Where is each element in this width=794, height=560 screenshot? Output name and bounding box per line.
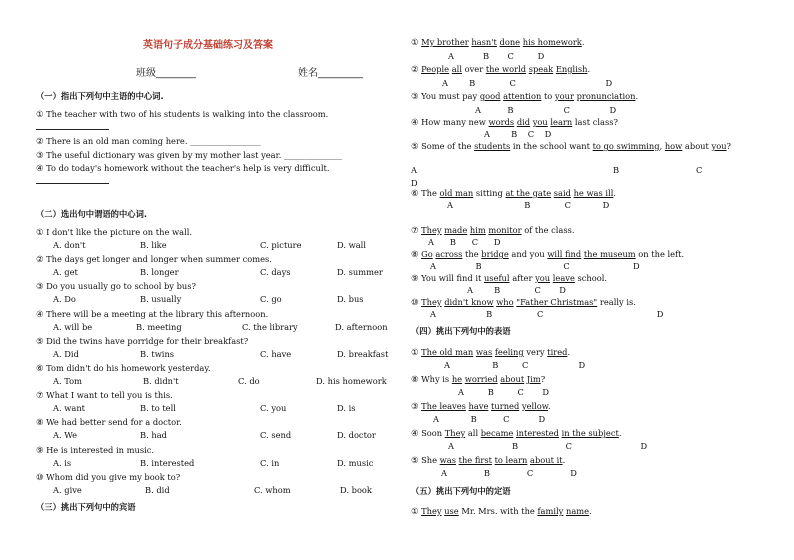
s2-option[interactable]: C. the library [242, 321, 298, 332]
r-q4: ④ How many new words did you learn last class? [411, 117, 618, 127]
s2-question: ⑤ Did the twins have porridge for their breakfast? [36, 335, 249, 346]
r-p2: ⑧ Why is he worried about Jim? [411, 374, 546, 384]
r-q1-letters: A B C D [448, 51, 545, 61]
r-q3: ③ You must pay good attention to your pronunciation. [411, 91, 639, 101]
s2-option[interactable]: D. afternoon [335, 321, 388, 332]
r-q5-b: B [613, 165, 620, 175]
s2-question: ⑦ What I want to tell you is this. [36, 390, 173, 401]
s2-option[interactable]: C. do [238, 376, 260, 386]
answer-line[interactable] [36, 129, 109, 130]
s2-question: ⑧ We had better send for a doctor. [36, 417, 182, 428]
s2-option[interactable]: D. doctor [337, 430, 376, 441]
s2-option[interactable]: A. will be [53, 321, 93, 332]
s2-option[interactable]: B. like [140, 240, 167, 250]
s2-option[interactable]: B. interested [140, 457, 195, 468]
r-q8: ⑧ Go across the bridge and you will find the museum on the left. [411, 249, 685, 259]
r-p3-letters: A B C D [433, 414, 546, 424]
r-p1: ① The old man was feeling very tired. [411, 347, 571, 357]
r-p5: ⑤ She was the first to learn about it. [411, 455, 566, 465]
section-3-heading: （三）挑出下列句中的宾语 [36, 502, 136, 512]
r-p4: ④ Soon They all became interested in the subject. [411, 428, 622, 438]
s2-question: ④ There will be a meeting at the library this afternoon. [36, 308, 269, 319]
r-p3: ③ The leaves have turned yellow. [411, 401, 551, 411]
s2-option[interactable]: C. have [260, 348, 292, 359]
s2-question: ① I don't like the picture on the wall. [36, 227, 192, 237]
s1-item-4: ④ To do today's homework without the teacher's help is very difficult. [36, 163, 330, 173]
s2-option[interactable]: A. want [53, 403, 85, 414]
r-q7-letters: A B C D [428, 237, 501, 247]
r-q5-d: D [411, 178, 418, 188]
s2-option[interactable]: A. is [53, 457, 72, 468]
r-p4-letters: A B C D [448, 441, 648, 451]
s2-question: ② The days get longer and longer when summer comes. [36, 254, 272, 265]
r-q4-letters: A B C D [484, 129, 552, 139]
s2-option[interactable]: D. is [337, 403, 356, 414]
r-q2-letters: A B C D [442, 78, 613, 88]
r-q5-a: A [411, 165, 417, 175]
section-2-heading: （二）选出句中谓语的中心词. [36, 209, 148, 219]
s2-option[interactable]: D. music [337, 457, 374, 468]
s2-option[interactable]: B. had [140, 430, 167, 441]
s2-option[interactable]: A. get [53, 267, 78, 278]
r-p1-letters: A B C D [444, 360, 586, 370]
s2-option[interactable]: B. did [145, 484, 170, 495]
s2-question: ③ Do you usually go to school by bus? [36, 281, 196, 292]
r-q10: ⑩ They didn't know who "Father Christmas" really is. [411, 297, 636, 307]
name-field[interactable]: 姓名_________ [298, 68, 363, 79]
r-q2: ② People all over the world speak English. [411, 64, 591, 74]
s2-option[interactable]: A. Tom [53, 376, 83, 386]
answer-line[interactable] [36, 183, 109, 184]
s2-question: ⑨ He is interested in music. [36, 444, 155, 455]
s2-option[interactable]: C. picture [260, 240, 302, 250]
s2-option[interactable]: A. don't [53, 240, 86, 250]
s2-option[interactable]: C. go [260, 294, 282, 305]
s2-option[interactable]: C. days [260, 267, 291, 278]
s2-option[interactable]: A. Do [53, 294, 76, 305]
s2-option[interactable]: B. usually [140, 294, 182, 305]
s2-option[interactable]: B. didn't [143, 376, 179, 386]
r-p2-letters: A B C D [458, 387, 550, 397]
s1-item-3: ③ The useful dictionary was given by my mother last year. ______________ [36, 150, 343, 160]
s2-option[interactable]: D. summer [337, 267, 383, 278]
s2-option[interactable]: D. wall [337, 240, 366, 250]
r-q6: ⑥ The old man sitting at the gate said he was ill. [411, 188, 616, 198]
s2-question: ⑥ Tom didn't do his homework yesterday. [36, 363, 211, 373]
r-q5: ⑤ Some of the students in the school want to go swimming, how about you? [411, 141, 731, 151]
s2-option[interactable]: B. to tell [140, 403, 176, 414]
s2-option[interactable]: C. whom [254, 484, 291, 495]
s2-option[interactable]: B. meeting [136, 321, 182, 332]
s1-item-1: ① The teacher with two of his students is walking into the classroom. [36, 109, 329, 119]
r-q6-letters: A B C D [447, 200, 610, 210]
s2-option[interactable]: A. give [53, 484, 82, 495]
class-field[interactable]: 班级________ [136, 68, 196, 79]
r-p5-letters: A B C D [441, 468, 577, 478]
r-q9: ⑨ You will find it useful after you leave school. [411, 273, 608, 283]
s2-option[interactable]: D. breakfast [337, 348, 389, 359]
r-d1: ① They use Mr. Mrs. with the family name. [411, 506, 592, 516]
s2-option[interactable]: C. in [260, 457, 280, 468]
section-4-heading: （四）挑出下列句中的表语 [411, 326, 511, 336]
s2-option[interactable]: B. longer [140, 267, 179, 278]
s1-item-2: ② There is an old man coming here. _________________ [36, 136, 261, 146]
r-q1: ① My brother hasn't done his homework. [411, 37, 585, 47]
s2-option[interactable]: D. bus [337, 294, 364, 305]
r-q8-letters: A B C D [430, 261, 640, 271]
r-q3-letters: A B C D [475, 105, 617, 115]
page-title: 英语句子成分基础练习及答案 [143, 40, 273, 51]
s2-question: ⑩ Whom did you give my book to? [36, 471, 181, 482]
s2-option[interactable]: D. his homework [316, 376, 387, 386]
r-q7: ⑦ They made him monitor of the class. [411, 225, 575, 235]
s2-option[interactable]: B. twins [140, 348, 175, 359]
r-q5-c: C [696, 165, 703, 175]
section-1-heading: （一）指出下列句中主语的中心词. [36, 91, 164, 101]
s2-option[interactable]: C. send [260, 430, 292, 441]
section-5-heading: （五）挑出下列句中的定语 [411, 486, 511, 496]
r-q9-letters: A B C D [467, 285, 566, 295]
s2-option[interactable]: A. Did [53, 348, 79, 359]
s2-option[interactable]: C. you [260, 403, 287, 414]
s2-option[interactable]: D. book [340, 484, 372, 495]
r-q10-letters: A B C D [430, 309, 664, 319]
s2-option[interactable]: A. We [53, 430, 78, 441]
